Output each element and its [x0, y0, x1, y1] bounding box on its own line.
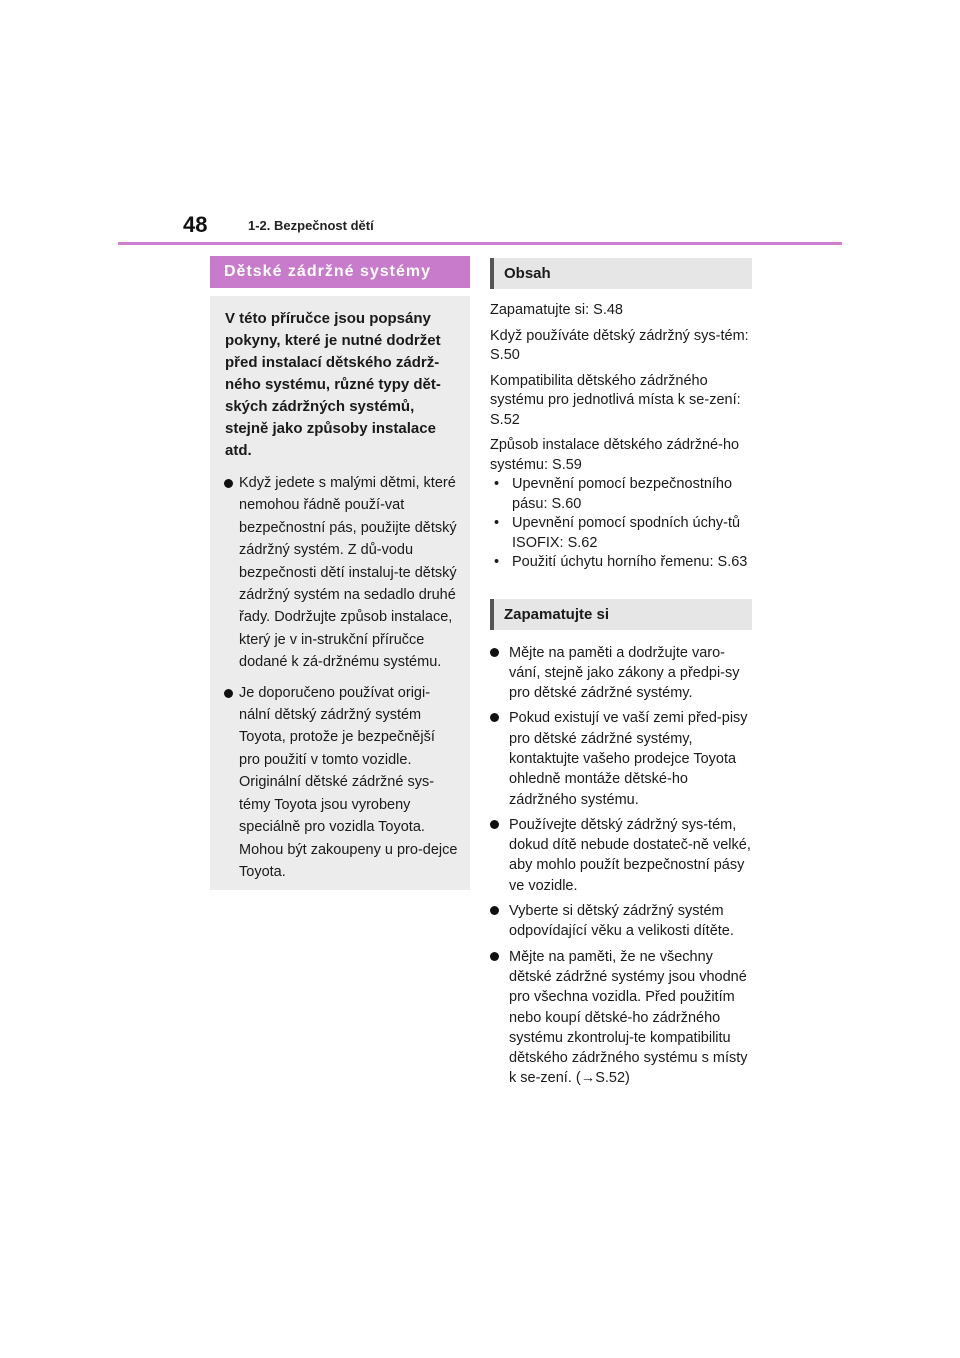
contents-subentry	[490, 553, 752, 573]
remember-bullet-text: Používejte dětský zádržný sys-tém, dokud dítě nebude dostateč-ně velké, aby mohlo použít bezpečnostní pásy ve vozidle.	[509, 816, 751, 894]
intro-bullet	[225, 682, 458, 884]
bullet-dot-icon	[224, 479, 233, 488]
remember-bullet	[490, 708, 752, 809]
remember-bullet	[490, 815, 752, 896]
contents-heading: Obsah	[490, 258, 752, 289]
contents-subentry-text: Použití úchytu horního řemenu: S.63	[512, 554, 748, 570]
contents-entry: Zapamatujte si: S.48	[490, 302, 623, 318]
contents-entry: Když používáte dětský zádržný sys-tém: S.50	[490, 327, 749, 363]
contents-subentry-text: Upevnění pomocí spodních úchy-tů ISOFIX: S.62	[512, 515, 741, 551]
contents-subentry	[490, 514, 752, 553]
contents-subentry	[490, 475, 752, 514]
intro-text: V této příručce jsou popsány pokyny, které je nutné dodržet před instalací dětského zádrž-ného systému, různé typy dět-ských zádržných systémů, stejně jako způsoby instalace atd.	[225, 310, 441, 459]
remember-bullet	[490, 901, 752, 942]
remember-bullet	[490, 947, 752, 1089]
contents-subentry-text: Upevnění pomocí bezpečnostního pásu: S.60	[512, 476, 733, 512]
right-column	[490, 258, 752, 1089]
dot-marker-icon: •	[494, 554, 500, 570]
remember-bullet-text: Vyberte si dětský zádržný systém odpovídající věku a velikosti dítěte.	[509, 903, 734, 940]
bullet-dot-icon	[490, 648, 499, 657]
remember-bullet	[490, 643, 752, 704]
remember-bullet-text: Mějte na paměti a dodržujte varo-vání, stejně jako zákony a předpi-sy pro dětské zádržné systémy.	[509, 644, 740, 702]
dot-marker-icon: •	[494, 476, 500, 492]
header-divider	[118, 242, 842, 245]
left-section-title: Dětské zádržné systémy	[210, 256, 470, 288]
bullet-dot-icon	[490, 906, 499, 915]
bullet-dot-icon	[224, 689, 233, 698]
intro-box	[210, 296, 470, 890]
remember-heading: Zapamatujte si	[490, 599, 752, 630]
intro-bullet	[225, 472, 458, 674]
intro-bullet-text: Když jedete s malými dětmi, které nemohou řádně použí-vat bezpečnostní pás, použijte dětský zádržný systém. Z dů-vodu bezpečnosti dětí instaluj-te dětský zádržný systém na sedadlo druhé řady. Dodržujte způsob instalace, který je v in-strukční příručce dodané k zá-držnému systému.	[239, 475, 457, 671]
page-number: 48	[183, 212, 208, 237]
bullet-dot-icon	[490, 820, 499, 829]
contents-entry: Způsob instalace dětského zádržné-ho systému: S.59	[490, 437, 740, 473]
bullet-dot-icon	[490, 713, 499, 722]
contents-entry: Kompatibilita dětského zádržného systému pro jednotlivá místa k se-zení: S.52	[490, 372, 741, 428]
section-header: 1-2. Bezpečnost dětí	[248, 218, 374, 233]
intro-bullet-text: Je doporučeno používat origi-nální dětský zádržný systém Toyota, protože je bezpečnější pro použití v tomto vozidle. Originální dětské zádržné sys-témy Toyota jsou vyrobeny speciálně pro vozidla Toyota. Mohou být zakoupeny u pro-dejce Toyota.	[239, 684, 458, 880]
dot-marker-icon: •	[494, 515, 500, 531]
bullet-dot-icon	[490, 952, 499, 961]
remember-bullet-text: Pokud existují ve vaší zemi před-pisy pro dětské zádržné systémy, kontaktujte vašeho prodejce Toyota ohledně montáže dětské-ho zádržného systému.	[509, 710, 748, 808]
remember-bullet-text: Mějte na paměti, že ne všechny dětské zádržné systémy jsou vhodné pro všechna vozidla. Před použitím nebo koupí dětské-ho zádržného systému zkontroluj-te kompatibilitu dětského zádržného systému s místy k se-zení. (→S.52)	[509, 948, 748, 1087]
